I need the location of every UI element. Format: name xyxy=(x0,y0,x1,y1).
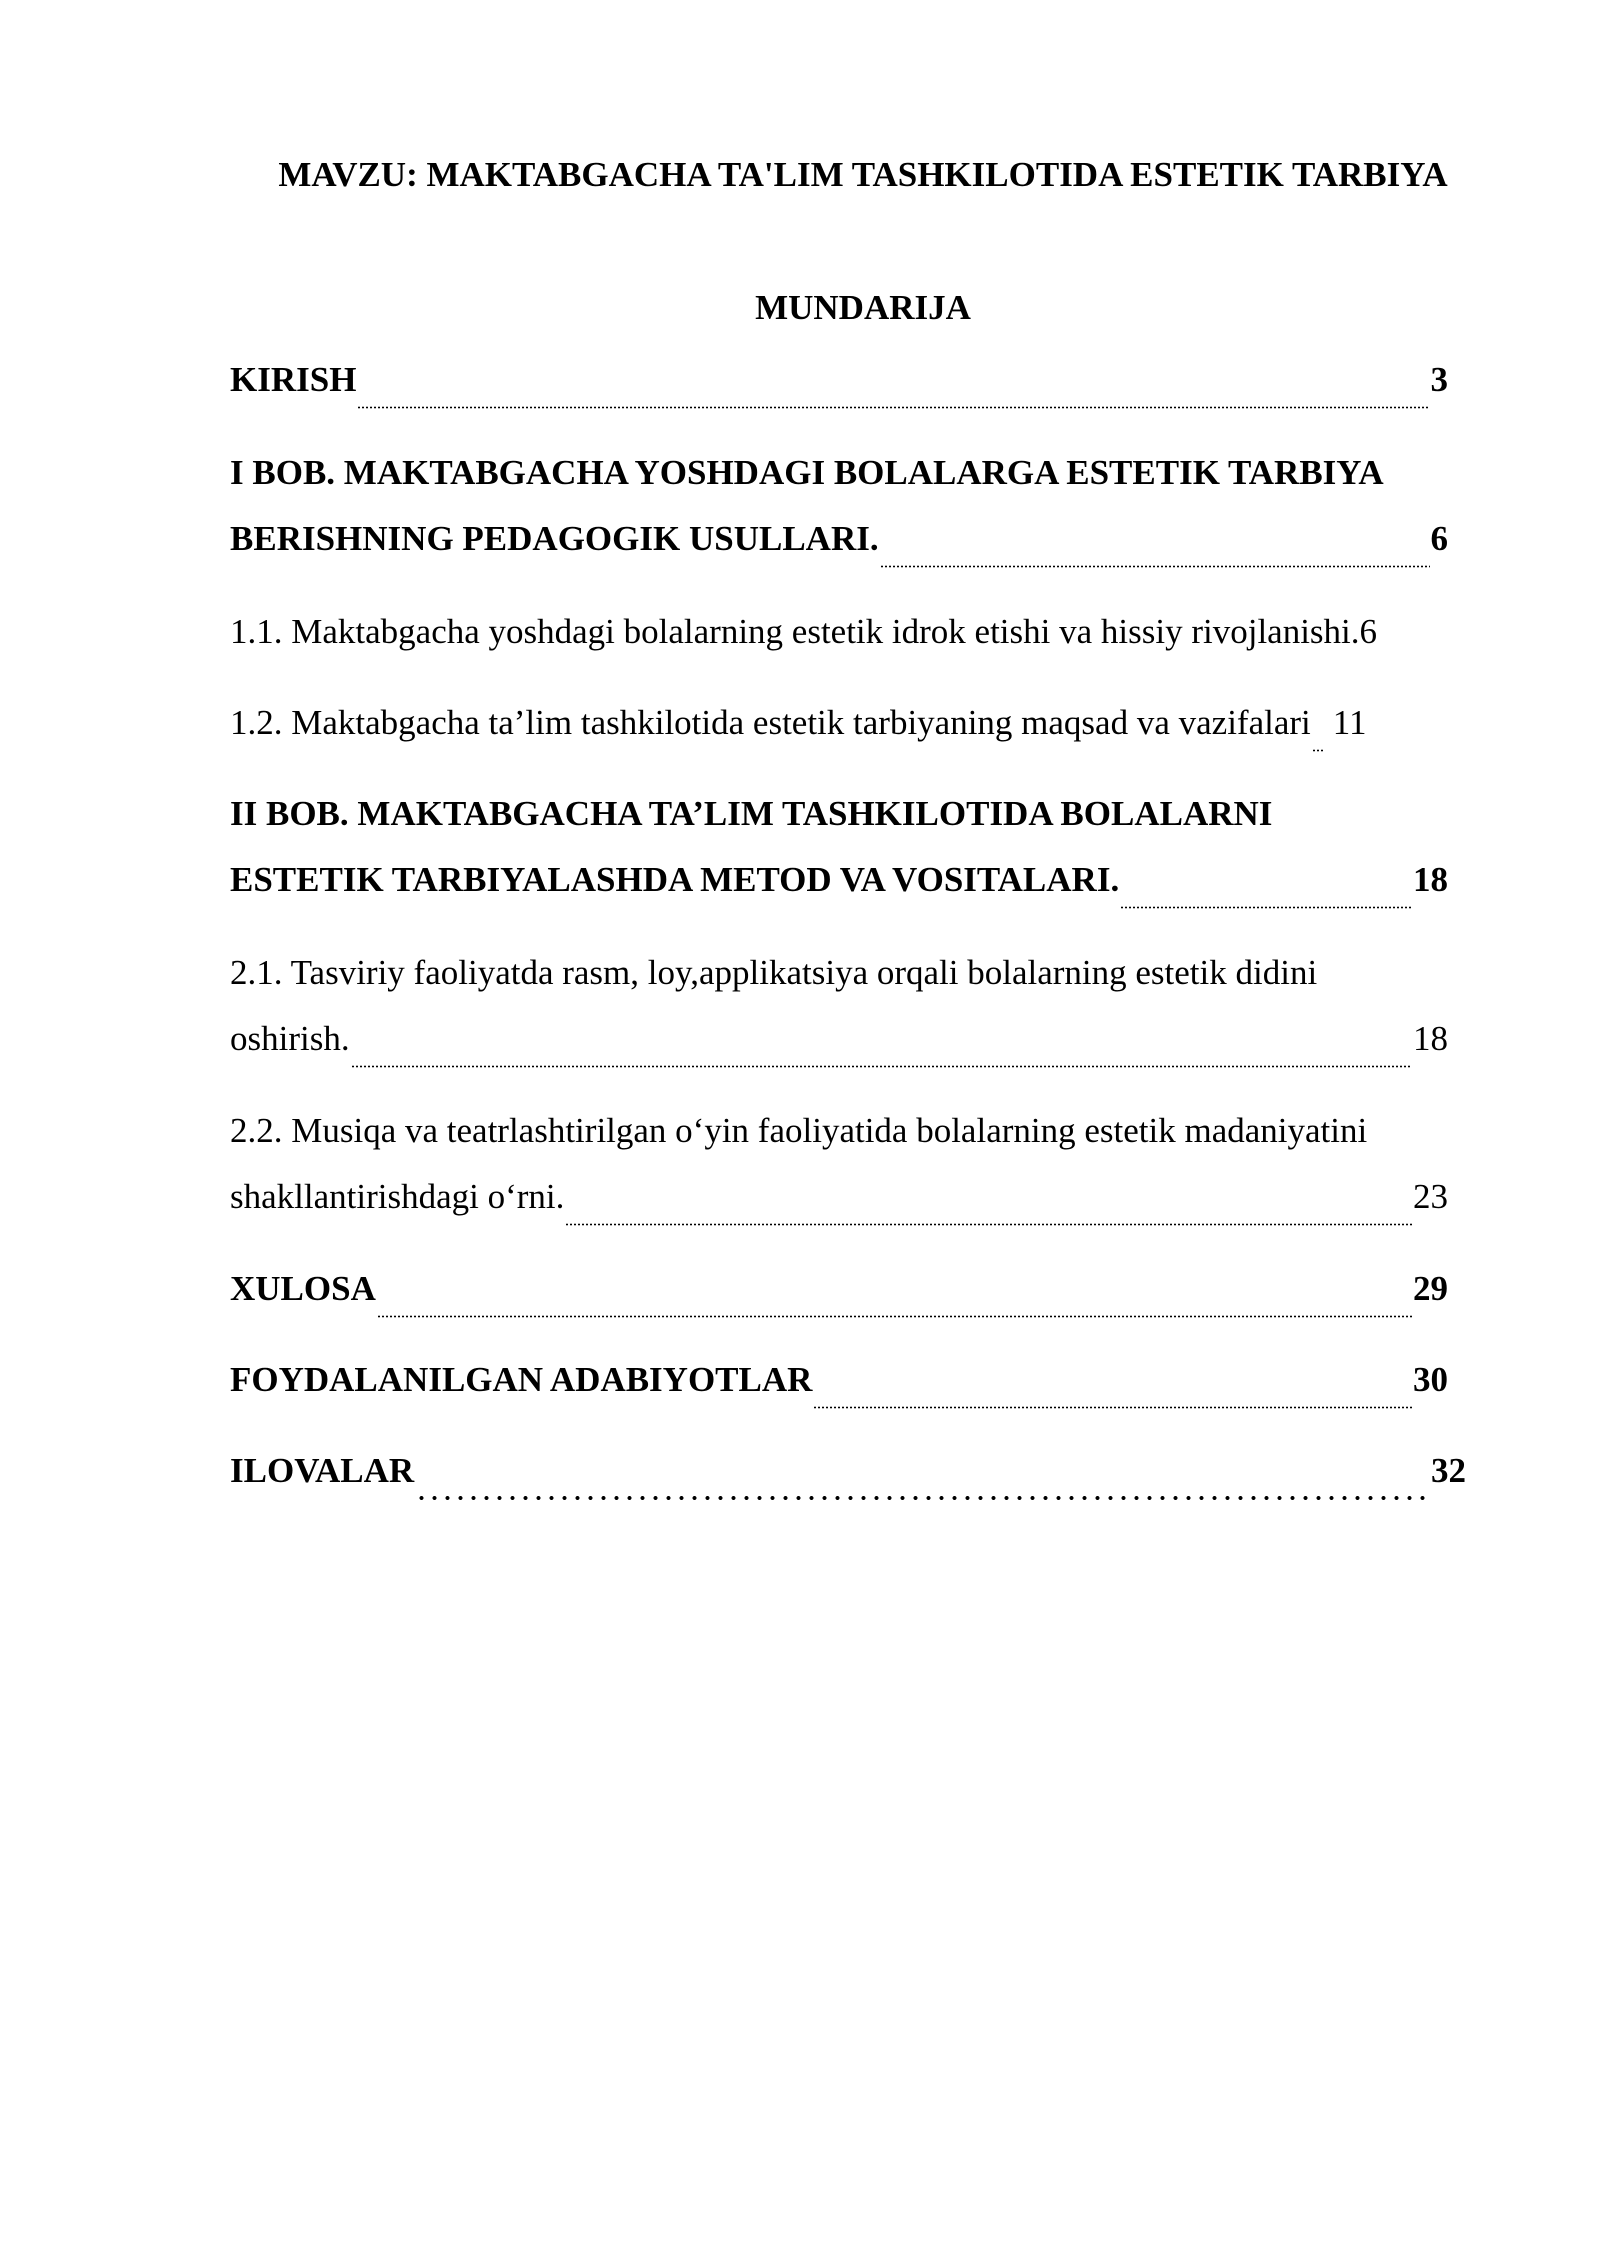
toc-entry-label-line-2: shakllantirishdagi o‘rni. xyxy=(230,1177,565,1216)
toc-entry-label: 1.2. Maktabgacha ta’lim tashkilotida estetik tarbiyaning maqsad va vazifalari xyxy=(230,703,1311,742)
toc-page-number: 6 xyxy=(1430,519,1448,558)
dot-leader xyxy=(1312,749,1324,752)
toc-page-number: 18 xyxy=(1413,860,1448,899)
document-title: MAVZU: MAKTABGACHA TA'LIM TASHKILOTIDA ESTETIK TARBIYA xyxy=(278,155,1448,194)
toc-page-number: 6 xyxy=(1359,612,1378,651)
toc-entry-label-line-1: II BOB. MAKTABGACHA TA’LIM TASHKILOTIDA BOLALARNI xyxy=(230,794,1273,833)
dot-leader xyxy=(351,1065,1412,1068)
toc-page-number: 3 xyxy=(1430,360,1448,399)
toc-page-number: 30 xyxy=(1413,1360,1448,1399)
toc-entry-label: KIRISH xyxy=(230,360,357,399)
toc-entry-label: 1.1. Maktabgacha yoshdagi bolalarning estetik idrok etishi va hissiy rivojlanishi. xyxy=(230,612,1360,651)
toc-page-number: 32 xyxy=(1431,1451,1466,1490)
toc-entry-label: ILOVALAR xyxy=(230,1451,415,1490)
dot-leader xyxy=(415,1496,1430,1500)
dot-leader xyxy=(880,565,1430,568)
toc-page-number: 11 xyxy=(1332,703,1367,742)
toc-entry-label-line-2: BERISHNING PEDAGOGIK USULLARI. xyxy=(230,519,879,558)
toc-heading: MUNDARIJA xyxy=(755,288,971,327)
toc-entry-label-line-1: I BOB. MAKTABGACHA YOSHDAGI BOLALARGA ESTETIK TARBIYA xyxy=(230,453,1384,492)
toc-page-number: 23 xyxy=(1413,1177,1448,1216)
toc-entry-label-line-1: 2.1. Tasviriy faoliyatda rasm, loy,applikatsiya orqali bolalarning estetik didini xyxy=(230,953,1318,992)
toc-entry-chapter-1[interactable] xyxy=(230,448,1448,580)
dot-leader xyxy=(565,1223,1412,1226)
dot-leader xyxy=(377,1315,1412,1318)
toc-entry-kirish[interactable] xyxy=(230,355,1448,421)
toc-entry-label: FOYDALANILGAN ADABIYOTLAR xyxy=(230,1360,813,1399)
toc-entry-section-1-1[interactable] xyxy=(230,607,1470,673)
toc-entry-label-line-1: 2.2. Musiqa va teatrlashtirilgan o‘yin faoliyatida bolalarning estetik madaniyatini xyxy=(230,1111,1368,1150)
toc-entry-section-1-2[interactable] xyxy=(230,698,1448,764)
toc-page-number: 18 xyxy=(1413,1019,1448,1058)
toc-entry-section-2-1[interactable] xyxy=(230,948,1448,1080)
toc-entry-xulosa[interactable] xyxy=(230,1264,1448,1330)
toc-entry-label: XULOSA xyxy=(230,1269,376,1308)
toc-entry-label-line-2: ESTETIK TARBIYALASHDA METOD VA VOSITALARI. xyxy=(230,860,1120,899)
toc-page-number: 29 xyxy=(1413,1269,1448,1308)
toc-entry-section-2-2[interactable] xyxy=(230,1106,1448,1238)
toc-entry-ilovalar[interactable] xyxy=(230,1446,1466,1512)
dot-leader xyxy=(813,1406,1412,1409)
toc-entry-chapter-2[interactable] xyxy=(230,789,1448,921)
dot-leader xyxy=(357,406,1429,409)
toc-entry-adabiyotlar[interactable] xyxy=(230,1355,1448,1421)
toc-entry-label-line-2: oshirish. xyxy=(230,1019,350,1058)
dot-leader xyxy=(1120,906,1412,909)
